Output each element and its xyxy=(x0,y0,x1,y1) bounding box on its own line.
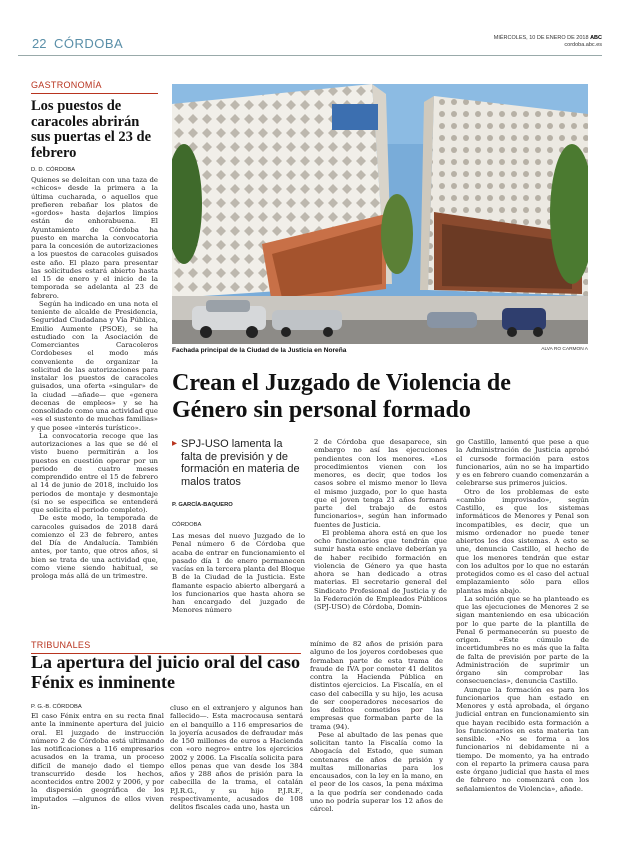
paragraph: 2 de Córdoba que desaparece, sin embargo no así las ejecuciones pendientes con los menores. «Los procedimientos vienen con los menores, es decir, que todos los casos sobre el mismo menor lo lleva el mismo juzgado, por lo que hasta que el joven tenga 21 años formará parte del trabajo de estos funcionarios», según han informado fuentes de Justicia. xyxy=(314,438,447,529)
paragraph: Quienes se deleitan con una taza de «chicos» desde la primera a la última cucharada, o aquellos que prefieren rebañar los platos de «gordos» hasta dejarlos limpios están de enhorabuena. El Ayuntamiento de Córdoba ha puesto en marcha la convocatoria para la concesión de autorizaciones a los puestos de caracoles guisados este año. El plazo para presentar las solicitudes estará abierto hasta el 15 de enero y el inicio de la temporada se adelanta al 23 de febrero. xyxy=(31,176,158,300)
bottom-col-3 xyxy=(310,640,443,813)
paragraph: Aunque la formación es para los funcionarios que han estado en Menores y está aprobada, el órgano judicial entran en funcionamiento sin que hayan recibido esta formación a los funcionarios en esta materia tan sensible. «No se forma a los funcionarios ni debidamente ni a tiempo. De momento, ya ha entrado con el reparto la primera causa para este órgano judicial que hasta el mes de febrero no comenzará con los señalamientos de Violencia», añade. xyxy=(456,685,589,793)
edition-date: MIÉRCOLES, 10 DE ENERO DE 2018 xyxy=(493,35,589,41)
paragraph: El problema ahora está en que los ocho funcionarios que tendrán que sumir hasta este enclave deberían ya de haber recibido formación en violencia de Género ya que hasta ahora se han dedicado a otras materias. El secretario general del Sindicato Profesional de Justicia y de la Federación de Empleados Públicos (SPJ-USO) de Córdoba, Domin- xyxy=(314,528,447,611)
bottom-col-1 xyxy=(31,704,164,811)
page-number: 22 xyxy=(32,36,47,51)
bottom-headline: La apertura del juicio oral del caso Fénix es inminente xyxy=(31,652,300,692)
paragraph: go Castillo, lamentó que pese a que la Administración de Justicia aprobó el cursode formación para estos funcionarios, aún no se ha impartido y es en febrero cuando comenzarán a celebrarse sus primeros juicios. xyxy=(456,438,589,488)
paragraph: Las mesas del nuevo Juzgado de lo Penal número 6 de Córdoba que acaba de entrar en funcionamiento el pasado día 1 de enero permanecen vacías en la tercera planta del Bloque B de la Ciudad de la Justicia. Este flamante espacio abierto albergará a los funcionarios que hasta ahora se han encargado del juzgado de Menores número xyxy=(172,532,305,615)
left-body xyxy=(31,176,158,580)
paragraph: La convocatoria recoge que las autorizaciones a las que se dé el visto bueno permitirán a los puestos en cuestión operar por un periodo de cuatro meses comprendido entre el 15 de febrero al 14 de junio de 2018, incluido los periodos de montaje y desmontaje (si no se especifica se entenderá que solicita el periodo completo). xyxy=(31,431,158,514)
left-headline: Los puestos de caracoles abrirán sus puertas el 23 de febrero xyxy=(31,98,152,161)
paragraph: Otro de los problemas de este «cambio improvisado», según Castillo, es que los sistemas informáticos de Menores y Penal son incompatibles, es decir, que un mismo ordenador no puede tener abiertos los dos sistemas. A esto se une, denuncia Castillo, el hecho de que los menores tendrán que estar con los adultos por lo que no estarán protegidos como es el caso del actual emplazamiento sólo para ellos plantas más abajo. xyxy=(456,487,589,595)
left-rule xyxy=(31,93,158,94)
paragraph: Según ha indicado en una nota el teniente de alcalde de Presidencia, Seguridad Ciudadana y Vía Pública, Emilio Aumente (PSOE), se ha estudiado con la Asociación de Comerciantes Caracoleros Cordobeses el modo más conveniente de organizar la solicitud de las autorizaciones para instalar los puestos de caracoles guisados, una oferta «singular» de la ciudad —añade— que «genera decenas de empleos» y se ha consolidado como una actividad que «es el sustento de muchas familias» y que posee «interés turístico». xyxy=(31,299,158,432)
main-col-b xyxy=(314,438,447,611)
photo-credit: ALVA RO CARMON A xyxy=(541,347,588,352)
building-photo xyxy=(172,84,588,344)
paragraph: cluso en el extranjero y algunos han fallecido—. Esta macrocausa sentará en el banquillo a 116 empresarios de la joyería acusados de defraudar más de 150 millones de euros a Hacienda con «oro negro» entre los ejercicios 2002 y 2006. La Fiscalía solicita para ellos penas que van desde los 384 años y 288 años de prisión para la cabecilla de la trama, el catalán P.J.R.G., y su hijo P.J.R.F., respectivamente, acusados de 108 delitos fiscales cada uno, hasta un xyxy=(170,704,303,811)
left-story xyxy=(31,80,158,580)
main-col-c xyxy=(456,438,589,793)
edition-info xyxy=(494,35,602,49)
left-kicker: GASTRONOMÍA xyxy=(31,80,102,90)
paragraph: mínimo de 82 años de prisión para alguno de los joyeros cordobeses que formaban parte de esta trama de fraude de IVA por cometer 41 delitos contra la Hacienda Pública en distintos ejercicios. La Fiscalía, en el caso del cabecilla y su hijo, les acusa de ser cooperadores necesarios de los delitos cometidos por las empresas que formaban parte de la trama (94). xyxy=(310,640,443,731)
paragraph: De este modo, la temporada de caracoles guisados de 2018 dará comienzo el 23 de febrero, antes del Día de Andalucía. También antes, por tanto, que otros años, si bien se trata de una actividad que, como viene siendo habitual, se prologa más allá de un trimestre. xyxy=(31,514,158,580)
bottom-kicker: TRIBUNALES xyxy=(31,640,91,650)
main-lead-box xyxy=(172,438,302,528)
main-lead: ▸ SPJ-USO lamenta la falta de previsión y de formación en materia de malos tratos xyxy=(172,438,302,488)
main-byline-city: CÓRDOBA xyxy=(172,522,202,528)
paragraph: La solución que se ha planteado es que las ejecuciones de Menores 2 se sigan manteniendo en esa ubicación por lo que parte de la plantilla de Penal 6 permanecerán su puesto de origen. «Este cúmulo de incertidumbres no es más que la falta de falta de previsión por parte de la Administración de suprimir un órgano sin comprobar las consecuencias», denuncia Castillo. xyxy=(456,594,589,686)
photo-caption: Fachada principal de la Ciudad de la Justicia en Noreña xyxy=(172,347,347,354)
main-col-a xyxy=(172,532,305,615)
paragraph: Pese al abultado de las penas que solicitan tanto la Fiscalía como la Abogacía del Estado, que suman centenares de años de prisión y multas millonarias para los encausados, con la ley en la mano, en el peor de los casos, la pena máxima a la que podría ser condenado cada uno no podría superar los 12 años de cárcel. xyxy=(310,730,443,813)
bottom-byline: P. G.-B. CÓRDOBA xyxy=(31,704,82,710)
section-name: CÓRDOBA xyxy=(54,36,124,51)
paragraph: El caso Fénix entra en su recta final ante la inminente apertura del juicio oral. El juzgado de instrucción número 2 de Córdoba está ultimando las notificaciones a 116 empresarios acusados en la trama, un proceso difícil de manejo dado el tiempo transcurrido desde los hechos, acontecidos entre 2002 y 2006, y por la dispersión geográfica de los imputados —algunos de ellos viven in- xyxy=(31,712,164,811)
bottom-col-2 xyxy=(170,704,303,811)
edition-web: cordoba.abc.es xyxy=(564,42,602,48)
left-byline: D. D. CÓRDOBA xyxy=(31,167,76,173)
main-headline: Crean el Juzgado de Violencia de Género sin personal formado xyxy=(172,370,511,423)
main-byline: P. GARCÍA-BAQUERO xyxy=(172,502,233,508)
page-header xyxy=(18,30,602,56)
brand-logo: ABC xyxy=(590,35,602,41)
